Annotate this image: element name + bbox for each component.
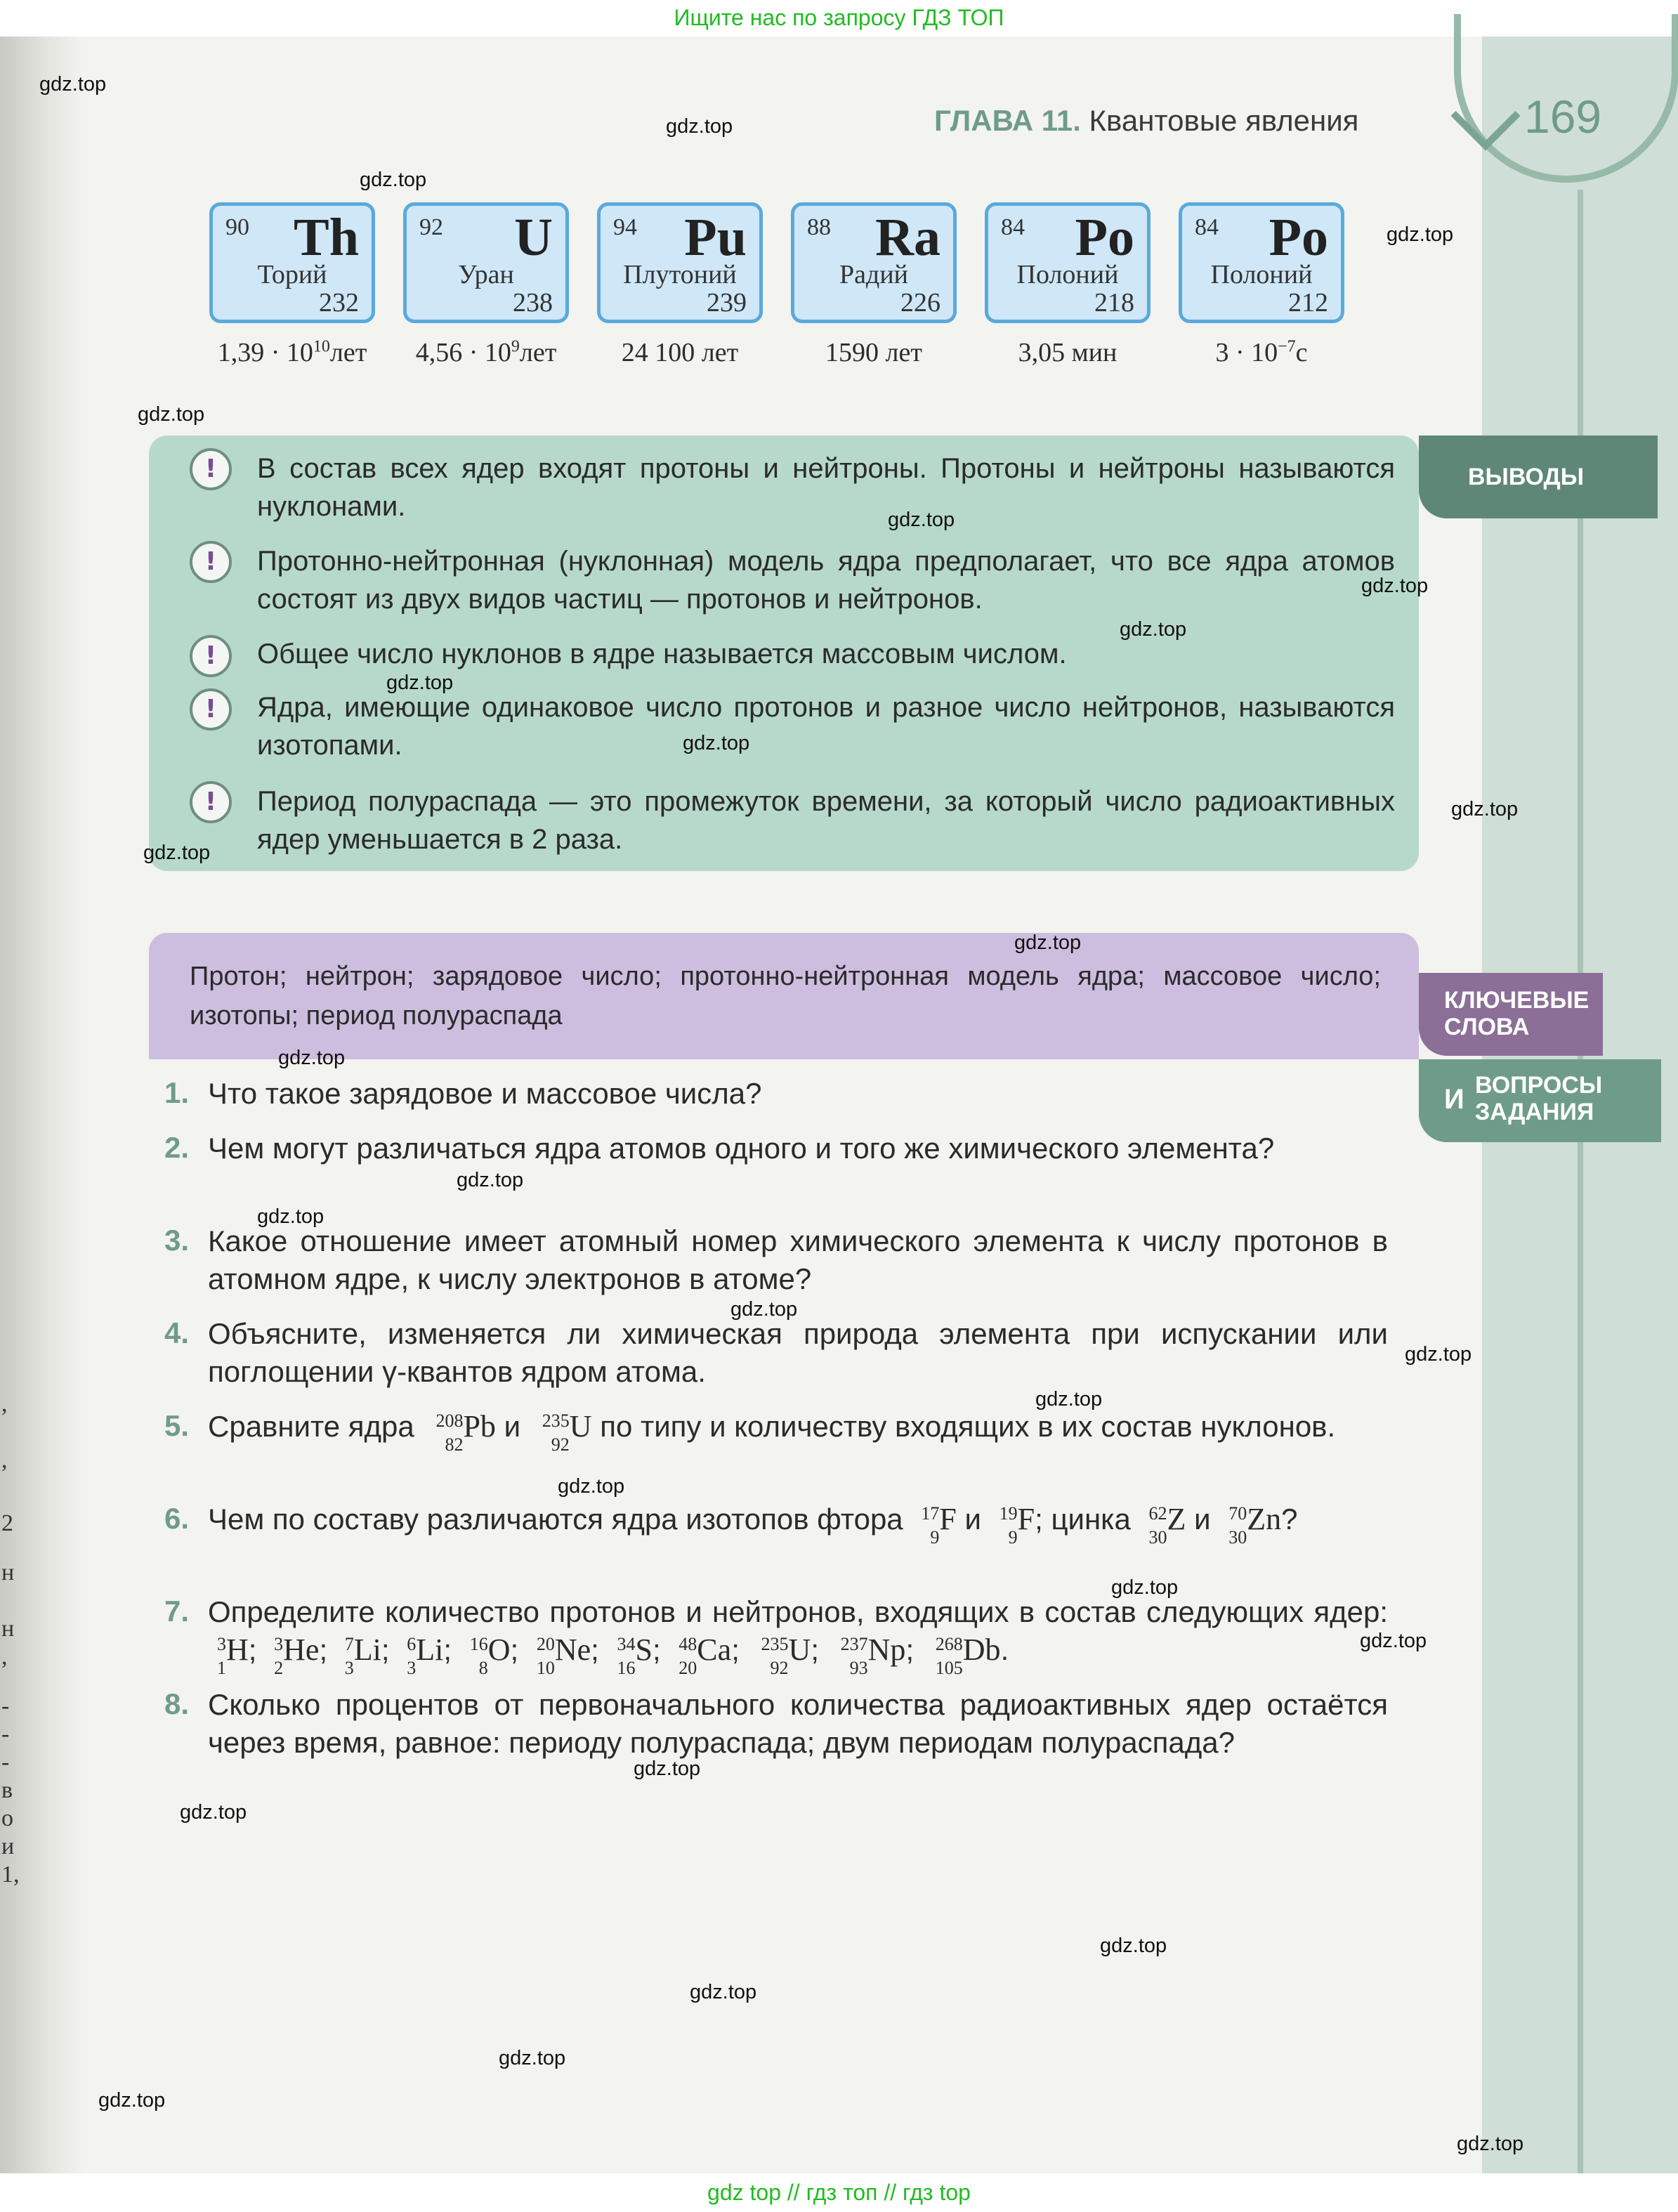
nucleus-entry: 6 3 Li;: [398, 1633, 459, 1666]
conclusion-item: Период полураспада — это промежуток времени, за который число радиоактивных ядер уменьшается в 2 раза.: [257, 786, 1395, 855]
question-number: 8.: [164, 1687, 190, 1720]
margin-fragment: 1,: [1, 1861, 20, 1887]
keywords-tab-line1: КЛЮЧЕВЫЕ: [1444, 987, 1589, 1014]
nucleus-entry: 237 93 Np;: [827, 1633, 922, 1666]
watermark-link[interactable]: gdz.top: [1405, 1343, 1472, 1366]
mass-number: 16: [469, 1634, 488, 1654]
element-name: Радий: [839, 260, 908, 289]
chapter-title: Квантовые явления: [1089, 104, 1359, 137]
element-symbol: S: [635, 1632, 653, 1667]
nucleus-entry: 3 2 He;: [265, 1633, 336, 1666]
watermark-link[interactable]: gdz.top: [888, 509, 955, 531]
question-text: Что такое зарядовое и массовое числа?: [208, 1077, 762, 1110]
mass-number: 17: [921, 1503, 940, 1524]
element-symbol: Ne: [554, 1632, 591, 1667]
element-symbol: Zn: [1247, 1502, 1282, 1536]
charge-number: 2: [274, 1658, 284, 1678]
element-symbol: F: [1017, 1502, 1035, 1536]
element-cell: [1179, 202, 1344, 323]
margin-fragment: н: [1, 1616, 15, 1642]
nucleus-symbol: [527, 1631, 555, 1678]
element-cell: [403, 202, 569, 323]
half-life-exponent: −7: [1278, 337, 1296, 356]
nucleus-symbol: [336, 1631, 354, 1678]
q6-part: и: [1194, 1503, 1211, 1536]
exclamation-icon: !: [190, 635, 232, 677]
question-number: 4.: [164, 1316, 190, 1349]
conclusion-item: В состав всех ядер входят протоны и нейтроны. Протоны и нейтроны называются нуклонами.: [257, 453, 1395, 522]
watermark-link[interactable]: gdz.top: [39, 73, 107, 96]
charge-number: 93: [849, 1658, 868, 1678]
half-life-label: [779, 337, 969, 368]
question-number: 3.: [164, 1224, 190, 1257]
nucleus-symbol: [669, 1631, 697, 1678]
exclamation-icon: !: [190, 688, 232, 731]
mass-number: 238: [513, 288, 553, 318]
half-life-exponent: 10: [313, 337, 330, 356]
mass-number: 232: [319, 288, 359, 318]
element-name: Уран: [458, 260, 514, 289]
margin-fragment: 2: [1, 1510, 13, 1536]
element-symbol: Ca: [697, 1632, 732, 1667]
element-cell: [791, 202, 957, 323]
questions-tab: [1419, 1059, 1661, 1142]
watermark-link[interactable]: gdz.top: [1120, 618, 1187, 641]
atomic-number: 84: [1001, 214, 1025, 240]
half-life-value: 3 · 10: [1215, 338, 1278, 367]
half-life-label: [197, 337, 387, 368]
element-symbol: U: [514, 208, 553, 267]
question-text: Объясните, изменяется ли химическая природа элемента при испускании или поглощении γ-квантов ядром атома.: [208, 1317, 1388, 1388]
half-life-unit: лет: [519, 338, 557, 367]
question-number: 2.: [164, 1131, 190, 1164]
charge-number: 30: [1228, 1527, 1247, 1547]
element-symbol: U: [788, 1632, 811, 1667]
element-cell: [597, 202, 763, 323]
half-life-value: 24 100 лет: [621, 338, 739, 367]
mass-number: 235: [761, 1634, 789, 1654]
margin-fragment: -: [1, 1693, 10, 1719]
watermark-link[interactable]: gdz.top: [1360, 1630, 1427, 1652]
nucleus-entry: 20 10 Ne;: [527, 1633, 608, 1666]
mass-number: 239: [707, 288, 747, 318]
element-symbol: Po: [1269, 208, 1328, 267]
element-symbol: Po: [1075, 208, 1134, 267]
mass-number: 226: [900, 288, 940, 318]
conclusion-item: Протонно-нейтронная (нуклонная) модель ядра предполагает, что все ядра атомов состоят из двух видов частиц — протонов и нейтронов.: [257, 546, 1395, 615]
watermark-link[interactable]: gdz.top: [730, 1298, 798, 1321]
nucleus-entry: 16 8 O;: [460, 1633, 527, 1666]
mass-number: 48: [679, 1634, 697, 1654]
mass-number: 237: [840, 1634, 868, 1654]
question-text-5: [208, 1408, 1388, 1455]
atomic-number: 88: [807, 214, 831, 240]
watermark-link[interactable]: gdz.top: [634, 1758, 701, 1780]
watermark-link[interactable]: gdz.top: [257, 1205, 325, 1228]
nucleus-entry: 268 105 Db.: [922, 1633, 1009, 1666]
atomic-number: 94: [613, 214, 637, 240]
half-life-value: 1590 лет: [825, 338, 922, 367]
keywords-text: Протон; нейтрон; зарядовое число; протонно-нейтронная модель ядра; массовое число; изотопы; период полураспада: [190, 962, 1381, 1030]
top-banner[interactable]: Ищите нас по запросу ГДЗ ТОП: [0, 0, 1678, 35]
element-symbol: Li: [353, 1632, 381, 1667]
q6-part: ; цинка: [1035, 1503, 1131, 1536]
page-number: 169: [1524, 91, 1602, 143]
mass-number: 3: [217, 1634, 226, 1654]
watermark-link[interactable]: gdz.top: [98, 2089, 166, 2112]
nucleus-symbol: [922, 1631, 963, 1678]
margin-fragment: -: [1, 1749, 10, 1775]
mass-number: 62: [1148, 1503, 1167, 1524]
element-name: Полоний: [1210, 260, 1313, 289]
watermark-link[interactable]: gdz.top: [690, 1981, 757, 2003]
question-number: 1.: [164, 1076, 190, 1109]
nucleus-symbol: [1139, 1500, 1167, 1547]
nucleus-entry: 48 20 Ca;: [669, 1633, 747, 1666]
half-life-value: 3,05 мин: [1018, 338, 1117, 367]
conclusions-tab-label: ВЫВОДЫ: [1468, 464, 1585, 490]
element-symbol: Li: [416, 1632, 444, 1667]
conclusion-item: Общее число нуклонов в ядре называется массовым числом.: [257, 639, 1067, 669]
element-symbol: Np: [867, 1632, 906, 1667]
charge-number: 1: [217, 1658, 226, 1678]
margin-fragment: -: [1, 1721, 10, 1747]
watermark-link[interactable]: gdz.top: [278, 1047, 346, 1069]
questions-tab-line2: ЗАДАНИЯ: [1475, 1099, 1594, 1125]
element-symbol: Z: [1167, 1502, 1186, 1536]
nucleus-symbol: [460, 1631, 488, 1678]
q7-nuclei-list: [208, 1632, 1009, 1678]
chapter-number: ГЛАВА 11.: [934, 104, 1081, 137]
margin-fragment: в: [1, 1777, 13, 1803]
nucleus-symbol: [208, 1631, 226, 1678]
watermark-link[interactable]: gdz.top: [558, 1475, 625, 1498]
mass-number: 208: [435, 1411, 464, 1431]
mass-number: 268: [935, 1634, 963, 1654]
mass-number: 3: [274, 1634, 284, 1654]
watermark-link[interactable]: gdz.top: [1387, 223, 1454, 246]
charge-number: 3: [407, 1658, 417, 1678]
watermark-link[interactable]: gdz.top: [143, 842, 211, 864]
watermark-link[interactable]: gdz.top: [457, 1169, 524, 1191]
half-life-exponent: 9: [511, 337, 520, 356]
q6-part: ?: [1281, 1503, 1298, 1536]
element-cell: [209, 202, 375, 323]
question-number: 7.: [164, 1595, 190, 1628]
watermark-link[interactable]: gdz.top: [1035, 1388, 1103, 1411]
mass-number: 19: [999, 1503, 1018, 1524]
element-symbol: Ra: [875, 208, 940, 267]
watermark-link[interactable]: gdz.top: [386, 672, 454, 694]
element-name: Плутоний: [623, 260, 737, 289]
element-symbol: O: [487, 1632, 511, 1667]
watermark-link[interactable]: gdz.top: [1457, 2133, 1524, 2155]
mass-number: 235: [542, 1411, 570, 1431]
nucleus-entry: 7 3 Li;: [336, 1633, 398, 1666]
element-symbol: Pb: [463, 1409, 496, 1444]
element-symbol: Pu: [684, 208, 747, 267]
half-life-unit: лет: [329, 338, 367, 367]
nucleus-symbol: [827, 1631, 868, 1678]
element-symbol: F: [939, 1502, 957, 1536]
question-text: Какое отношение имеет атомный номер химического элемента к числу протонов в атомном ядре, к числу электронов в атоме?: [208, 1224, 1388, 1295]
nucleus-symbol: [607, 1631, 636, 1678]
q6-part: Чем по составу различаются ядра изотопов фтора: [208, 1503, 903, 1536]
atomic-number: 90: [225, 214, 249, 240]
watermark-link[interactable]: gdz.top: [1111, 1576, 1179, 1599]
bottom-banner[interactable]: gdz top // гдз топ // гдз top: [0, 2173, 1678, 2212]
nucleus-symbol: [398, 1631, 417, 1678]
element-symbol: U: [569, 1409, 592, 1444]
nucleus-symbol: [265, 1631, 284, 1678]
question-text: Сколько процентов от первоначального количества радиоактивных ядер остаётся через время, равное: периоду полураспада; двум периодам полураспада?: [208, 1688, 1388, 1759]
q5-part: по типу и количеству входящих в их состав нуклонов.: [600, 1410, 1336, 1443]
question-number: 6.: [164, 1502, 190, 1535]
nucleus-symbol: [911, 1500, 940, 1547]
chapter-header: [934, 104, 1358, 138]
half-life-value: 1,39 · 10: [217, 338, 313, 367]
mass-number: 7: [344, 1634, 354, 1654]
keywords-tab-line2: СЛОВА: [1444, 1014, 1530, 1040]
element-symbol: Db: [962, 1632, 1001, 1667]
questions-tab-line1: ВОПРОСЫ: [1475, 1072, 1603, 1099]
atomic-number: 92: [419, 214, 443, 240]
watermark-link[interactable]: gdz.top: [499, 2047, 566, 2069]
watermark-link[interactable]: gdz.top: [1100, 1935, 1167, 1957]
element-symbol: He: [283, 1632, 320, 1667]
element-name: Полоний: [1016, 260, 1119, 289]
mass-number: 70: [1228, 1503, 1247, 1524]
charge-number: 92: [770, 1658, 789, 1678]
mass-number: 34: [617, 1634, 636, 1654]
mass-number: 218: [1094, 288, 1134, 318]
watermark-link[interactable]: gdz.top: [666, 115, 733, 138]
half-life-label: [391, 337, 581, 368]
nucleus-symbol: [422, 1408, 464, 1455]
mass-number: 20: [536, 1634, 555, 1654]
q7-part: Определите количество протонов и нейтронов, входящих в состав следующих ядер:: [208, 1595, 1388, 1628]
element-cell: [985, 202, 1151, 323]
nucleus-symbol: [1219, 1500, 1247, 1547]
half-life-unit: с: [1295, 338, 1308, 367]
charge-number: 82: [445, 1434, 464, 1455]
question-text-6: [208, 1500, 1388, 1547]
conclusions-tab: [1419, 436, 1658, 518]
charge-number: 9: [1008, 1527, 1018, 1547]
question-text-7: [208, 1593, 1388, 1678]
margin-fragment: ,: [1, 1391, 8, 1417]
atomic-number: 84: [1195, 214, 1219, 240]
mass-number: 212: [1288, 288, 1328, 318]
nucleus-symbol: [529, 1408, 570, 1455]
half-life-label: [1167, 337, 1356, 368]
charge-number: 92: [551, 1434, 570, 1455]
charge-number: 8: [478, 1658, 488, 1678]
nucleus-entry: 235 92 U;: [748, 1633, 827, 1666]
charge-number: 20: [679, 1658, 697, 1678]
q5-part: Сравните ядра: [208, 1410, 414, 1443]
charge-number: 10: [536, 1658, 555, 1678]
mass-number: 6: [407, 1634, 417, 1654]
margin-fragment: о: [1, 1805, 13, 1831]
margin-fragment: ,: [1, 1447, 8, 1473]
element-symbol: Th: [294, 208, 359, 267]
charge-number: 3: [344, 1658, 354, 1678]
question-text: Чем могут различаться ядра атомов одного и того же химического элемента?: [208, 1132, 1275, 1165]
charge-number: 16: [617, 1658, 636, 1678]
watermark-link[interactable]: gdz.top: [360, 169, 427, 191]
questions-tab-i: И: [1444, 1084, 1464, 1115]
half-life-label: [973, 337, 1162, 368]
watermark-link[interactable]: gdz.top: [180, 1801, 247, 1824]
q6-part: и: [964, 1503, 981, 1536]
conclusion-item: Ядра, имеющие одинаковое число протонов и разное число нейтронов, называются изотопами.: [257, 692, 1395, 761]
nucleus-symbol: [990, 1500, 1018, 1547]
exclamation-icon: !: [190, 781, 232, 823]
exclamation-icon: !: [190, 448, 232, 490]
element-name: Торий: [257, 260, 327, 289]
charge-number: 105: [935, 1658, 963, 1678]
charge-number: 30: [1148, 1527, 1167, 1547]
margin-fragment: н: [1, 1559, 15, 1585]
half-life-label: [585, 337, 775, 368]
element-symbol: H: [226, 1632, 249, 1667]
watermark-link[interactable]: gdz.top: [1014, 931, 1082, 954]
keywords-tab: [1419, 973, 1603, 1056]
question-number: 5.: [164, 1409, 190, 1442]
margin-fragment: и: [1, 1833, 15, 1859]
charge-number: 9: [930, 1527, 940, 1547]
half-life-value: 4,56 · 10: [415, 338, 511, 367]
watermark-link[interactable]: gdz.top: [1361, 575, 1429, 597]
watermark-link[interactable]: gdz.top: [1451, 798, 1519, 820]
watermark-link[interactable]: gdz.top: [138, 403, 205, 426]
exclamation-icon: !: [190, 541, 232, 583]
watermark-link[interactable]: gdz.top: [683, 732, 750, 754]
q5-part: и: [504, 1410, 521, 1443]
nucleus-symbol: [748, 1631, 789, 1678]
nucleus-entry: 3 1 H;: [208, 1633, 265, 1666]
nucleus-entry: 34 16 S;: [607, 1633, 669, 1666]
margin-fragment: ,: [1, 1644, 8, 1670]
